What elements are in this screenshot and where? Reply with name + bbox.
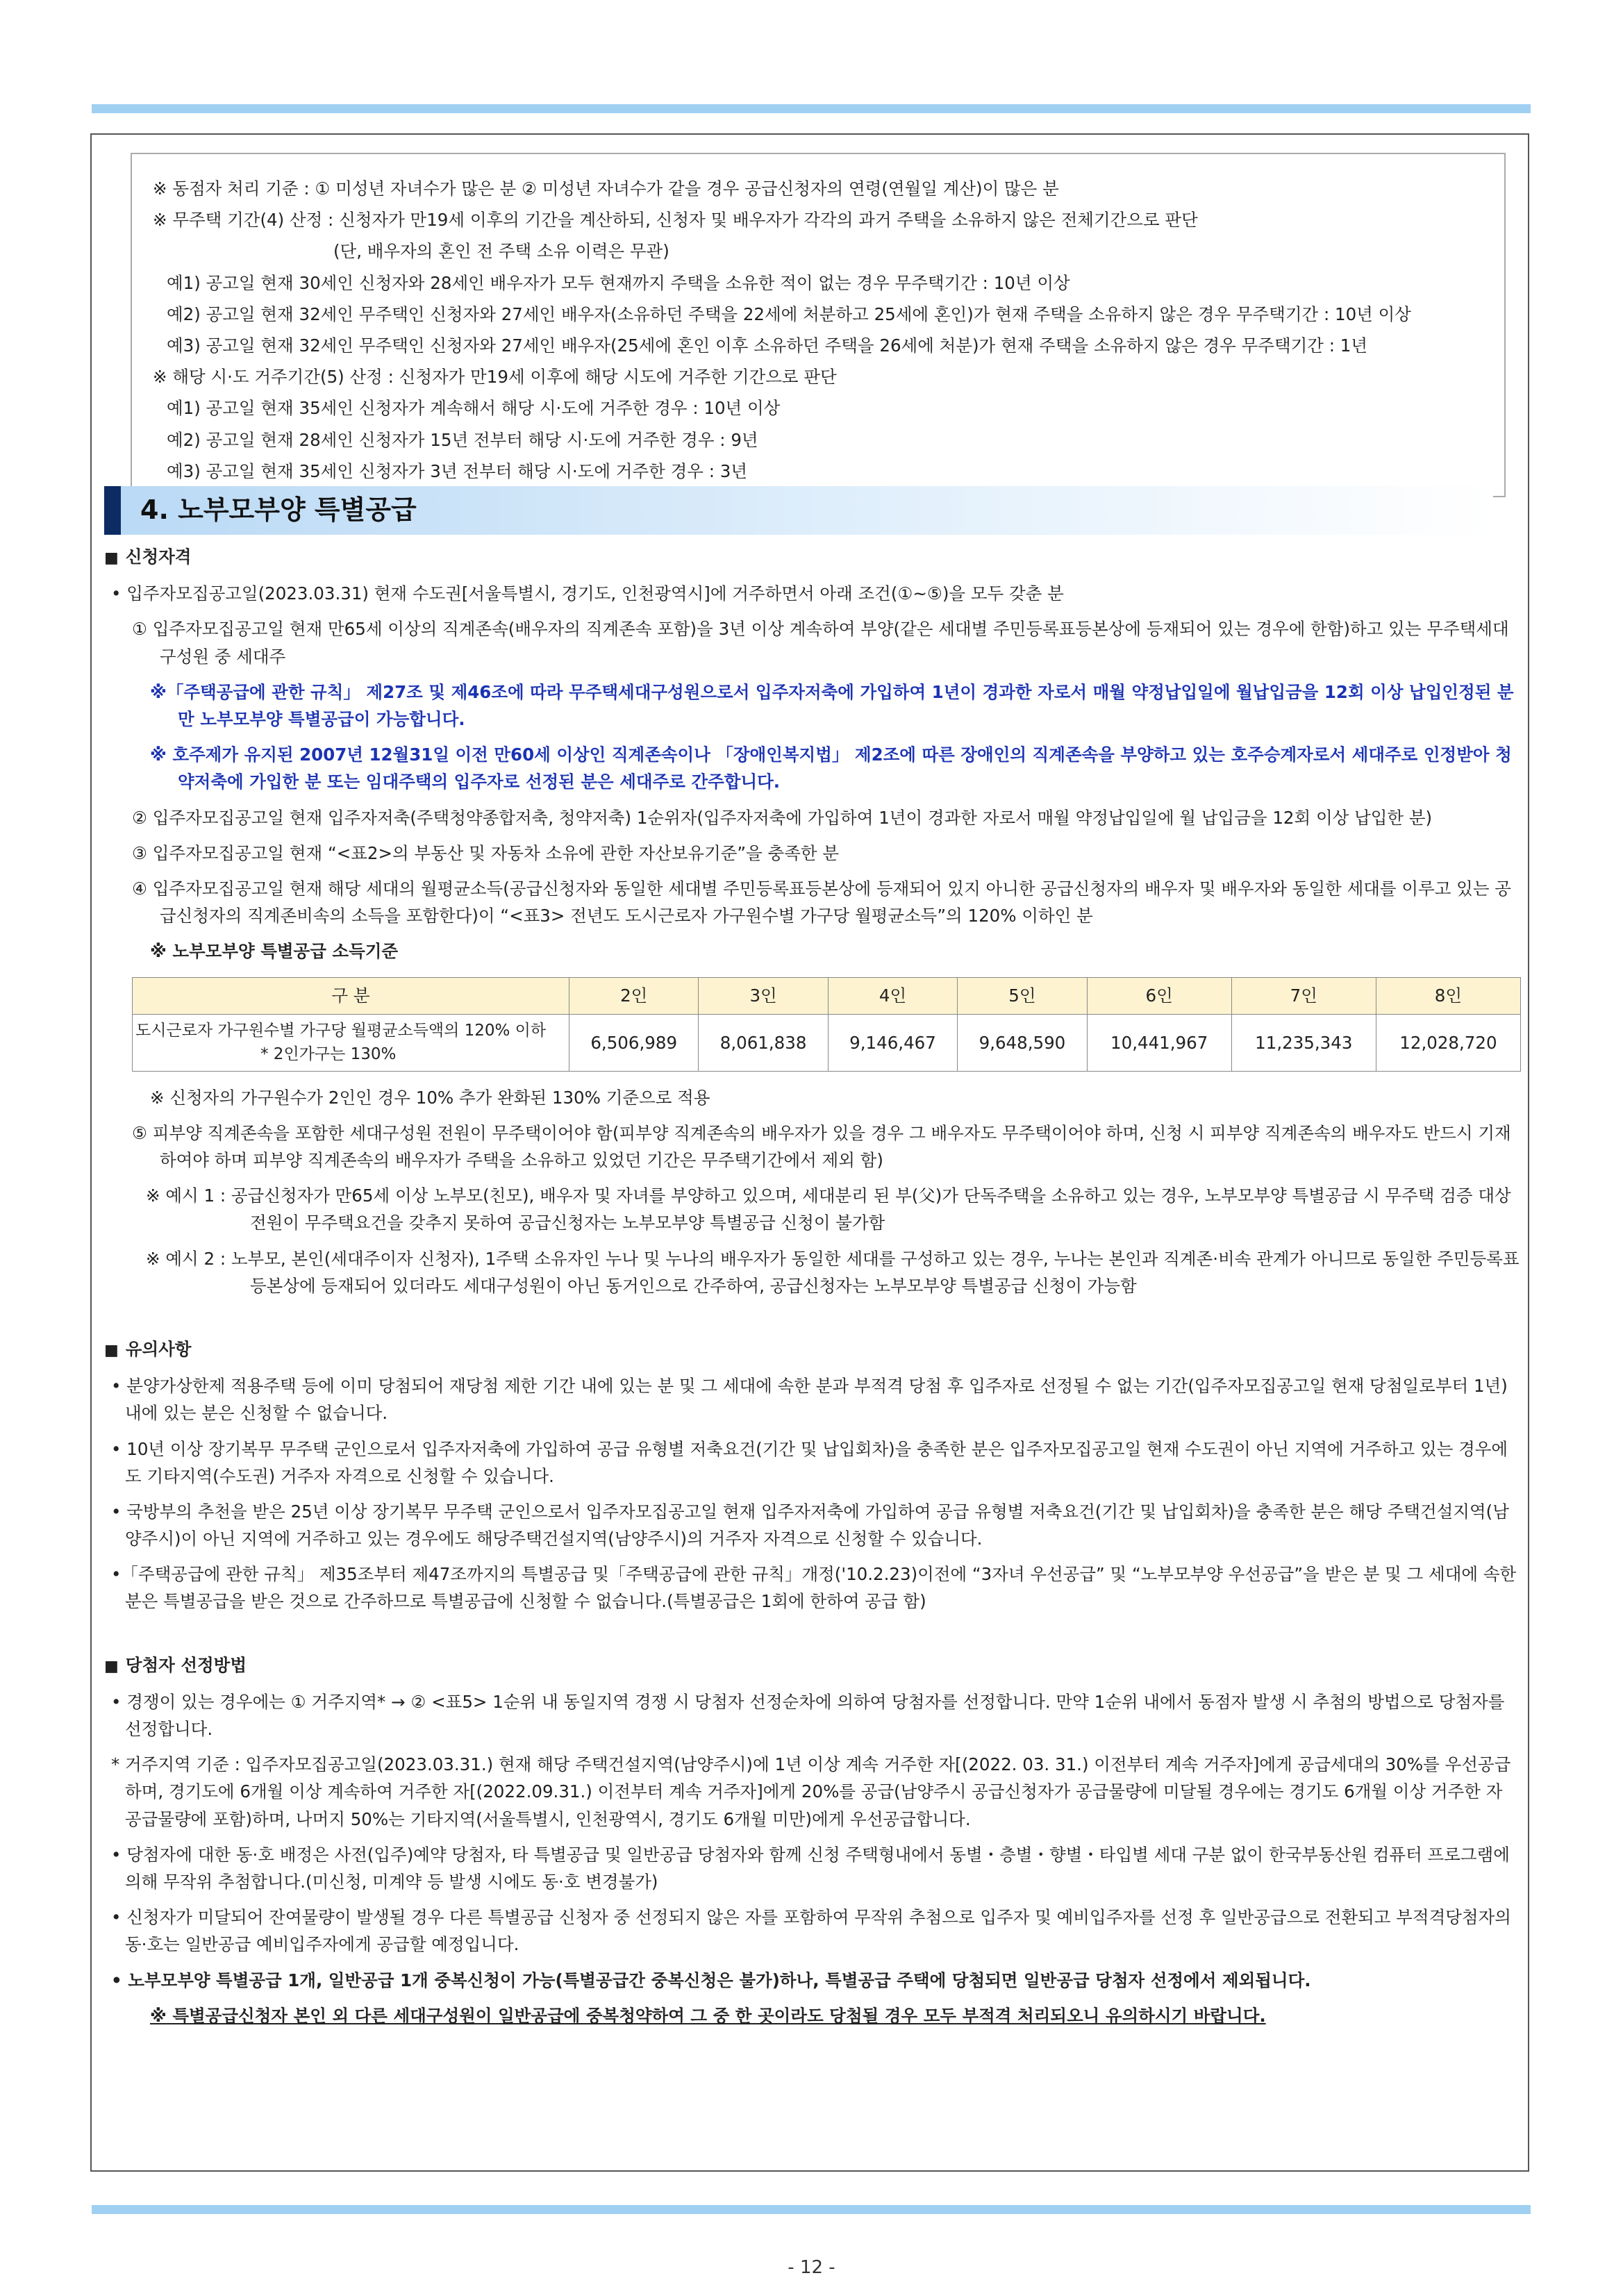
eligibility-blue-note-1: ※「주택공급에 관한 규칙」 제27조 및 제46조에 따라 무주택세대구성원으로서 입주자저축에 가입하여 1년이 경과한 자로서 매월 약정납입일에 월납입금을 12회 이상 납입인정된 분만 노부모부양 특별공급이 가능합니다. xyxy=(150,681,1514,729)
top-accent-bar xyxy=(92,104,1531,113)
table-cell: 8,061,838 xyxy=(699,1014,828,1071)
caution-bullet: •「주택공급에 관한 규칙」 제35조부터 제47조까지의 특별공급 및「주택공급에 관한 규칙」개정('10.2.23)이전에 “3자녀 우선공급” 및 “노부모부양 우선공급”을 받은 분 및 그 세대에 속한 분은 특별공급을 받은 것으로 간주하므로 특별공급에 신청할 수 없습니다.(특별공급은 1회에 한하여 공급 함) xyxy=(111,1564,1517,1612)
table-cell: 12,028,720 xyxy=(1376,1014,1520,1071)
note-line: 예1) 공고일 현재 35세인 신청자가 계속해서 해당 시·도에 거주한 경우 : 10년 이상 xyxy=(167,398,781,419)
eligibility-item-2: ② 입주자모집공고일 현재 입주자저축(주택청약종합저축, 청약저축) 1순위자(입주자저축에 가입하여 1년이 경과한 자로서 매월 약정납입일에 월 납입금을 12회 이상 납입한 분) xyxy=(132,807,1433,828)
caution-bullet: • 분양가상한제 적용주택 등에 이미 당첨되어 재당첨 제한 기간 내에 있는 분 및 그 세대에 속한 분과 부적격 당첨 후 입주자로 선정될 수 없는 기간(입주자모집공고일 현재 당첨일로부터 1년) 내에 있는 분은 신청할 수 없습니다. xyxy=(111,1376,1508,1424)
eligibility-intro: • 입주자모집공고일(2023.03.31) 현재 수도권[서울특별시, 경기도, 인천광역시]에 거주하면서 아래 조건(①~⑤)을 모두 갖춘 분 xyxy=(111,583,1064,604)
section-accent xyxy=(104,486,121,535)
table-header-cell: 4인 xyxy=(828,978,957,1014)
table-row-label: 도시근로자 가구원수별 가구당 월평균소득액의 120% 이하 * 2인가구는 130% xyxy=(133,1014,569,1071)
table-header-cell: 6인 xyxy=(1087,978,1231,1014)
square-bullet-icon: ■ xyxy=(104,549,119,567)
note-line: ※ 해당 시·도 거주기간(5) 산정 : 신청자가 만19세 이후에 해당 시도에 거주한 기간으로 판단 xyxy=(153,367,837,388)
table-header-cell: 8인 xyxy=(1376,978,1520,1014)
square-bullet-icon: ■ xyxy=(104,1341,119,1359)
note-line: ※ 동점자 처리 기준 : ① 미성년 자녀수가 많은 분 ② 미성년 자녀수가 같을 경우 공급신청자의 연령(연월일 계산)이 많은 분 xyxy=(153,178,1059,199)
caution-bullet: • 국방부의 추천을 받은 25년 이상 장기복무 무주택 군인으로서 입주자모집공고일 현재 입주자저축에 가입하여 공급 유형별 저축요건(기간 및 납입회차)을 충족한 분은 해당 주택건설지역(남양주시)이 아닌 지역에 거주하고 있는 경우에도 해당주택건설지역(남양주시)의 거주자 자격으로 신청할 수 있습니다. xyxy=(111,1501,1509,1549)
table-cell: 9,146,467 xyxy=(828,1014,957,1071)
income-note: ※ 신청자의 가구원수가 2인인 경우 10% 추가 완화된 130% 기준으로 적용 xyxy=(150,1087,710,1108)
eligibility-item-5: ⑤ 피부양 직계존속을 포함한 세대구성원 전원이 무주택이어야 함(피부양 직계존속의 배우자가 있을 경우 그 배우자도 무주택이어야 하며, 신청 시 피부양 직계존속의 배우자도 반드시 기재하여야 하며 피부양 직계존속의 배우자가 주택을 소유하고 있었던 기간은 무주택기간에서 제외 함) xyxy=(132,1122,1511,1170)
subheading-selection: ■ 당첨자 선정방법 xyxy=(104,1654,247,1675)
section-content xyxy=(104,543,1521,2038)
bottom-accent-bar xyxy=(92,2205,1531,2214)
subheading-cautions: ■ 유의사항 xyxy=(104,1338,192,1359)
table-header-cell: 7인 xyxy=(1231,978,1376,1014)
table-cell: 10,441,967 xyxy=(1087,1014,1231,1071)
table-header-cell: 2인 xyxy=(569,978,699,1014)
duplicate-application-warning: ※ 특별공급신청자 본인 외 다른 세대구성원이 일반공급에 중복청약하여 그 중 한 곳이라도 당첨될 경우 모두 부적격 처리되오니 유의하시기 바랍니다. xyxy=(150,2005,1266,2026)
note-line: 예3) 공고일 현재 32세인 무주택인 신청자와 27세인 배우자(25세에 혼인 이후 소유하던 주택을 26세에 처분)가 현재 주택을 소유하지 않은 경우 무주택기간 : 1년 xyxy=(167,335,1368,356)
caution-bullet: • 10년 이상 장기복무 무주택 군인으로서 입주자저축에 가입하여 공급 유형별 저축요건(기간 및 납입회차)을 충족한 분은 입주자모집공고일 현재 수도권이 아닌 지역에 거주하고 있는 경우에도 기타지역(수도권) 거주자 자격으로 신청할 수 있습니다. xyxy=(111,1438,1508,1486)
note-line: 예3) 공고일 현재 35세인 신청자가 3년 전부터 해당 시·도에 거주한 경우 : 3년 xyxy=(167,460,747,481)
section-header xyxy=(104,486,1493,535)
table-cell: 11,235,343 xyxy=(1231,1014,1376,1071)
note-line: 예1) 공고일 현재 30세인 신청자와 28세인 배우자가 모두 현재까지 주택을 소유한 적이 없는 경우 무주택기간 : 10년 이상 xyxy=(167,272,1070,293)
selection-bullet: • 신청자가 미달되어 잔여물량이 발생될 경우 다른 특별공급 신청자 중 선정되지 않은 자를 포함하여 무작위 추첨으로 입주자 및 예비입주자를 선정 후 일반공급으로 전환되고 부적격당첨자의 동·호는 일반공급 예비입주자에게 공급할 예정입니다. xyxy=(111,1907,1511,1955)
selection-bullet: • 당첨자에 대한 동·호 배정은 사전(입주)예약 당첨자, 타 특별공급 및 일반공급 당첨자와 함께 신청 주택형내에서 동별・층별・향별・타입별 세대 구분 없이 한국부동산원 컴퓨터 프로그램에 의해 무작위 추첨합니다.(미신청, 미계약 등 발생 시에도 동·호 변경불가) xyxy=(111,1844,1510,1892)
income-table xyxy=(132,977,1521,1071)
eligibility-item-1: ① 입주자모집공고일 현재 만65세 이상의 직계존속(배우자의 직계존속 포함)을 3년 이상 계속하여 부양(같은 세대별 주민등록표등본상에 등재되어 있는 경우에 한함)하고 있는 무주택세대구성원 중 세대주 xyxy=(132,619,1509,667)
table-header-row xyxy=(133,978,1521,1014)
square-bullet-icon: ■ xyxy=(104,1657,119,1675)
note-line: 예2) 공고일 현재 28세인 신청자가 15년 전부터 해당 시·도에 거주한 경우 : 9년 xyxy=(167,429,758,450)
eligibility-blue-note-2: ※ 호주제가 유지된 2007년 12월31일 이전 만60세 이상인 직계존속이나 「장애인복지법」 제2조에 따른 장애인의 직계존속을 부양하고 있는 호주승계자로서 세대주로 인정받아 청약저축에 가입한 분 또는 임대주택의 입주자로 선정된 분은 세대주로 간주합니다. xyxy=(150,744,1512,792)
example-1: ※ 예시 1 : 공급신청자가 만65세 이상 노부모(친모), 배우자 및 자녀를 부양하고 있으며, 세대분리 된 부(父)가 단독주택을 소유하고 있는 경우, 노부모부양 특별공급 시 무주택 검증 대상 전원이 무주택요건을 갖추지 못하여 공급신청자는 노부모부양 특별공급 신청이 불가함 xyxy=(146,1186,1511,1233)
table-cell: 6,506,989 xyxy=(569,1014,699,1071)
note-line: ※ 무주택 기간(4) 산정 : 신청자가 만19세 이후의 기간을 계산하되, 신청자 및 배우자가 각각의 과거 주택을 소유하지 않은 전체기간으로 판단 xyxy=(153,210,1198,231)
scoring-notes-box xyxy=(131,153,1506,497)
selection-bullet: * 거주지역 기준 : 입주자모집공고일(2023.03.31.) 현재 해당 주택건설지역(남양주시)에 1년 이상 계속 거주한 자[(2022. 03. 31.) 이전부터 계속 거주자]에게 공급세대의 30%를 우선공급하며, 경기도에 6개월 이상 계속하여 거주한 자[(2022.09.31.) 이전부터 계속 거주자]에게 20%를 공급(남양주시 공급신청자가 공급물량에 미달될 경우에는 경기도 6개월 이상 거주한 자 공급물량에 포함)하며, 나머지 50%는 기타지역(서울특별시, 인천광역시, 경기도 6개월 미만)에게 우선공급합니다. xyxy=(111,1754,1511,1829)
example-2: ※ 예시 2 : 노부모, 본인(세대주이자 신청자), 1주택 소유자인 누나 및 누나의 배우자가 동일한 세대를 구성하고 있는 경우, 누나는 본인과 직계존·비속 관계가 아니므로 동일한 주민등록표등본상에 등재되어 있더라도 세대구성원이 아닌 동거인으로 간주하여, 공급신청자는 노부모부양 특별공급 신청이 가능함 xyxy=(146,1248,1520,1296)
table-cell: 9,648,590 xyxy=(958,1014,1087,1071)
table-header-cell: 5인 xyxy=(958,978,1087,1014)
page-number: - 12 - xyxy=(788,2257,835,2278)
eligibility-item-3: ③ 입주자모집공고일 현재 “<표2>의 부동산 및 자동차 소유에 관한 자산보유기준”을 충족한 분 xyxy=(132,842,840,863)
eligibility-item-4: ④ 입주자모집공고일 현재 해당 세대의 월평균소득(공급신청자와 동일한 세대별 주민등록표등본상에 등재되어 있지 아니한 공급신청자의 배우자 및 배우자와 동일한 세대를 이루고 있는 공급신청자의 직계존비속의 소득을 포함한다)이 “<표3> 전년도 도시근로자 가구원수별 가구당 월평균소득”의 120% 이하인 분 xyxy=(132,878,1511,926)
section-title: 4. 노부모부양 특별공급 xyxy=(140,494,417,525)
selection-bullet: • 노부모부양 특별공급 1개, 일반공급 1개 중복신청이 가능(특별공급간 중복신청은 불가)하나, 특별공급 주택에 당첨되면 일반공급 당첨자 선정에서 제외됩니다. xyxy=(111,1970,1311,1990)
note-line: 예2) 공고일 현재 32세인 무주택인 신청자와 27세인 배우자(소유하던 주택을 22세에 처분하고 25세에 혼인)가 현재 주택을 소유하지 않은 경우 무주택기간 : 10년 이상 xyxy=(167,303,1411,324)
income-table-title: ※ 노부모부양 특별공급 소득기준 xyxy=(150,941,399,962)
subheading-eligibility: ■ 신청자격 xyxy=(104,547,192,567)
selection-bullet: • 경쟁이 있는 경우에는 ① 거주지역* → ② <표5> 1순위 내 동일지역 경쟁 시 당첨자 선정순차에 의하여 당첨자를 선정합니다. 만약 1순위 내에서 동점자 발생 시 추첨의 방법으로 당첨자를 선정합니다. xyxy=(111,1691,1505,1739)
table-header-cell: 3인 xyxy=(699,978,828,1014)
table-row xyxy=(133,1014,1521,1071)
table-header-cell: 구 분 xyxy=(133,978,569,1014)
note-line: (단, 배우자의 혼인 전 주택 소유 이력은 무관) xyxy=(333,241,669,262)
